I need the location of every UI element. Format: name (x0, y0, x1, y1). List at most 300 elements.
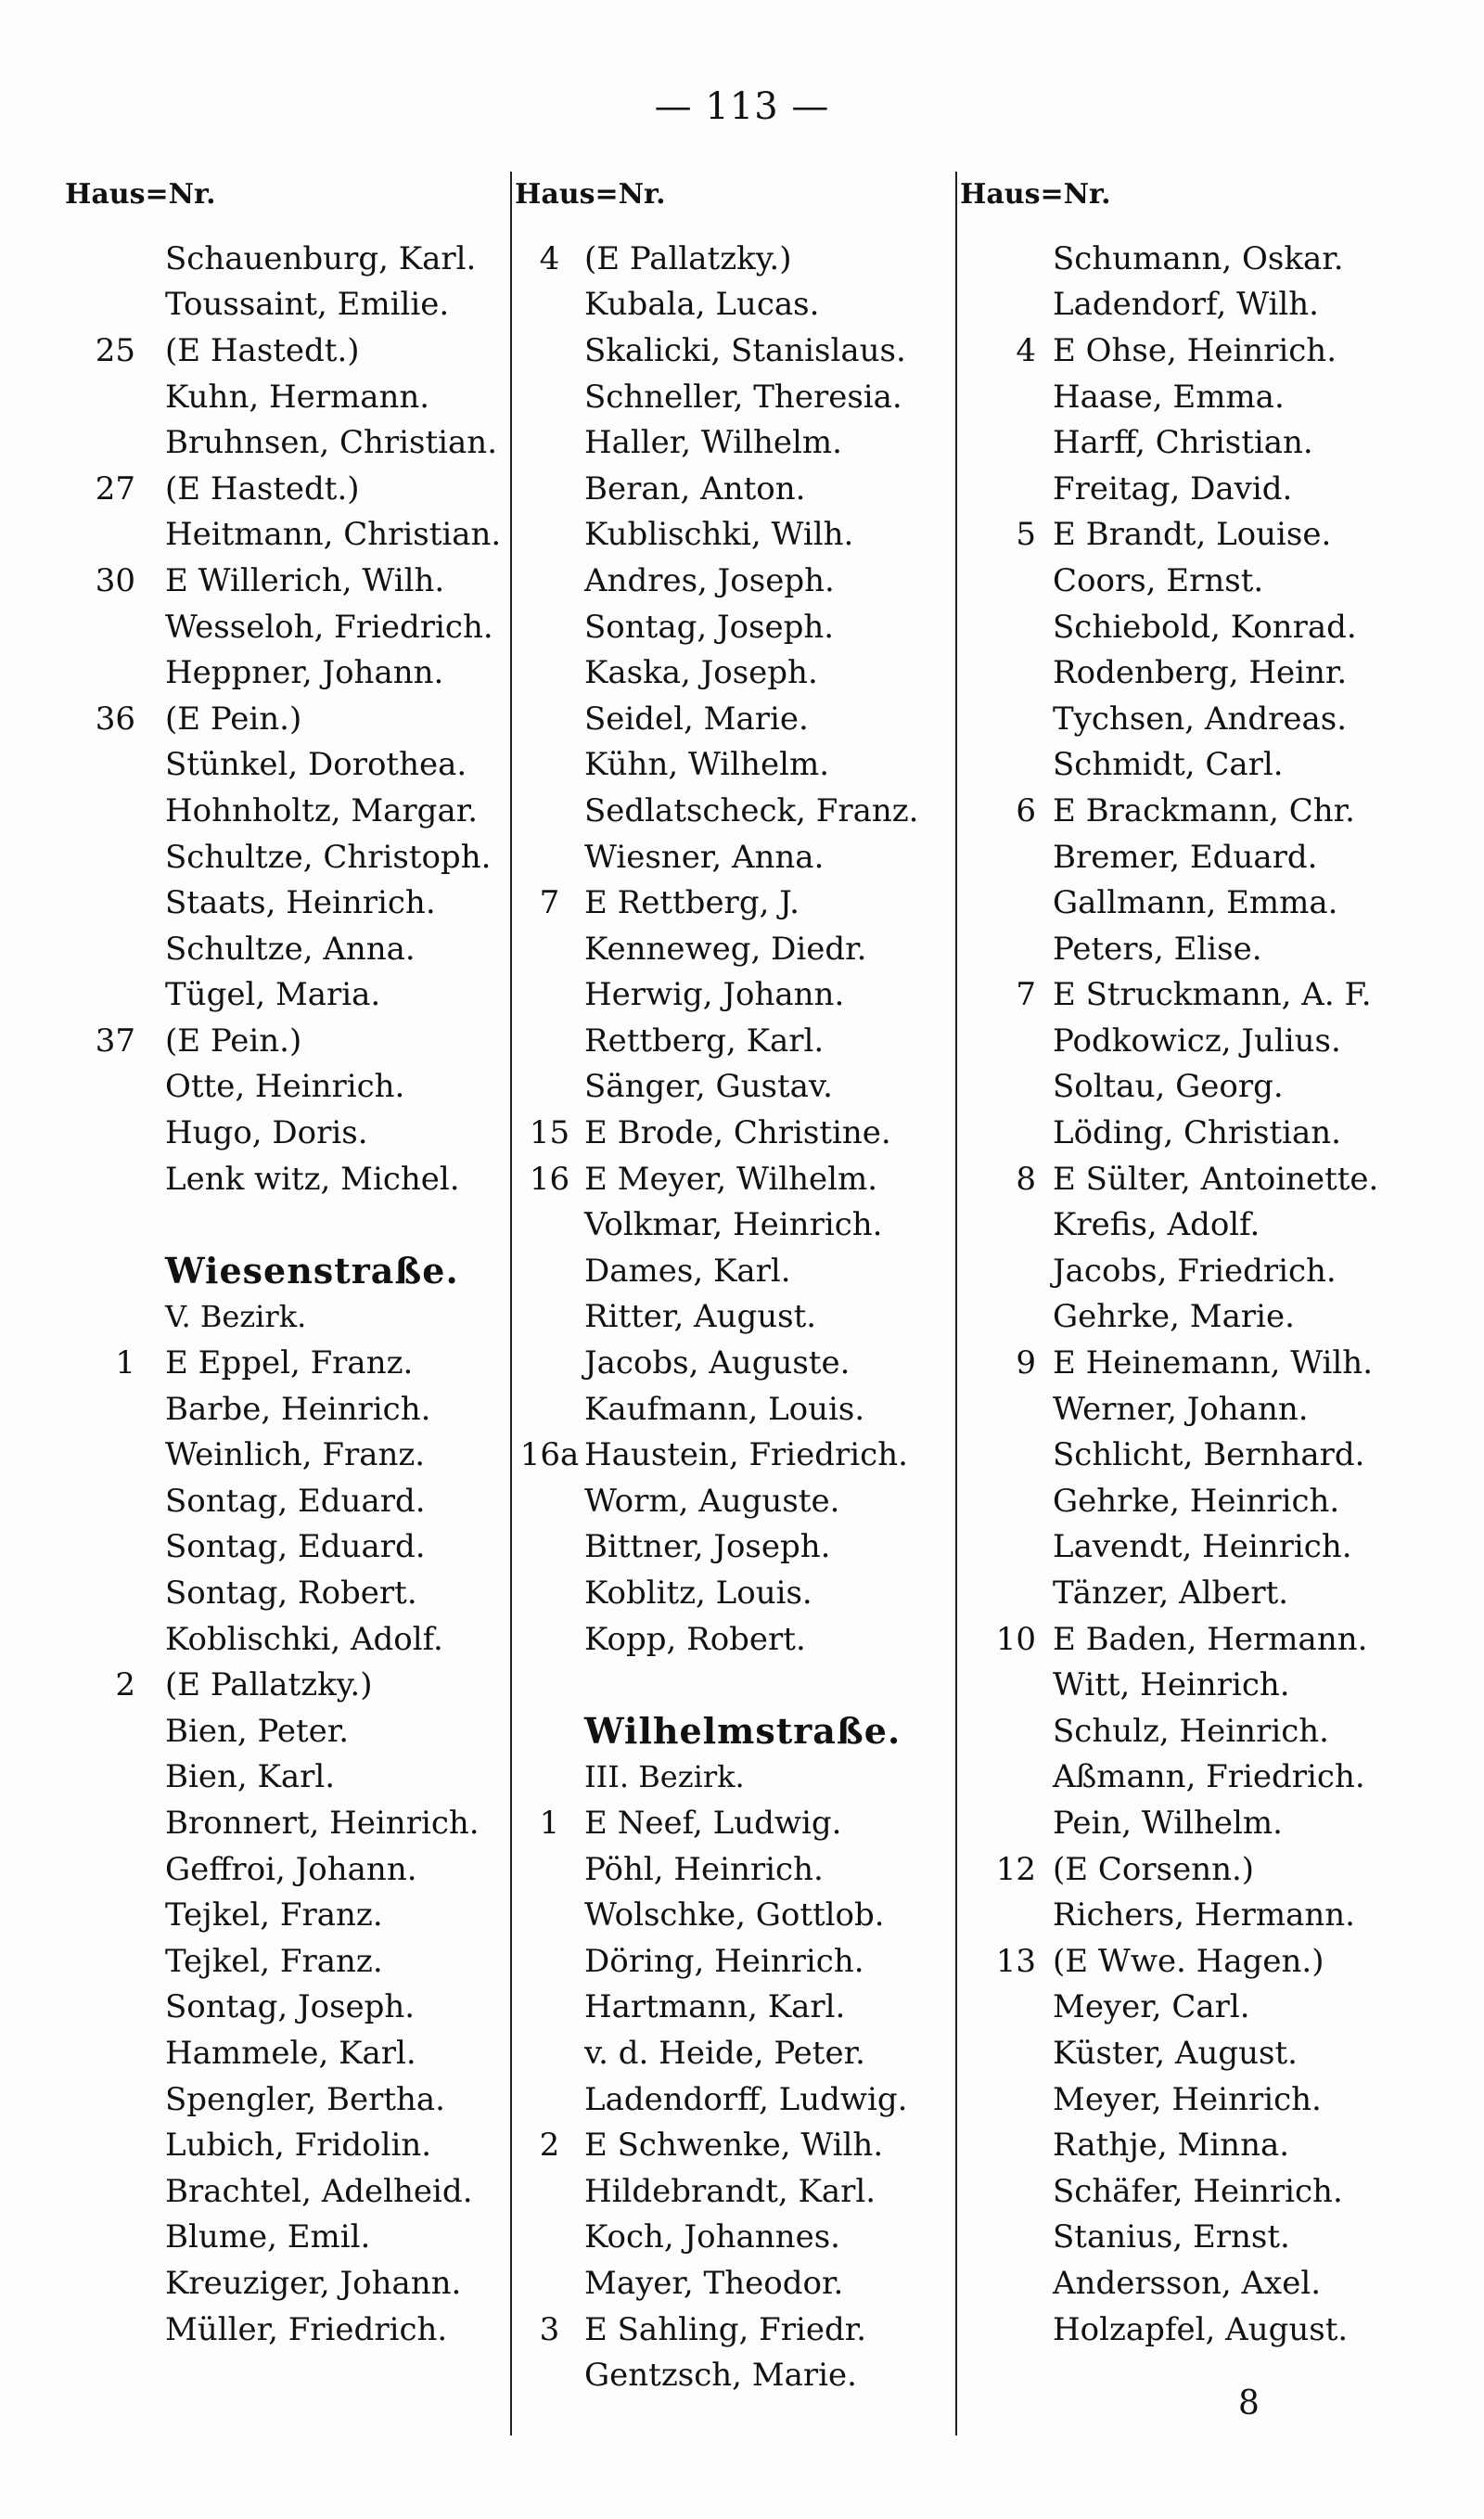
resident-entry (515, 2122, 969, 2168)
resident-entry (960, 880, 1442, 926)
entry-text: Rathje, Minna. (1053, 2127, 1290, 2165)
entry-text: Hammele, Karl. (165, 2034, 416, 2072)
resident-entry (515, 1524, 969, 1571)
entry-text: Sedlatscheck, Franz. (584, 791, 919, 829)
entry-text: Schmidt, Carl. (1053, 746, 1284, 784)
entry-text: Hohnholtz, Margar. (165, 791, 479, 829)
column-header: Haus=Nr. (515, 178, 666, 211)
resident-entry (960, 466, 1442, 512)
resident-entry (515, 1432, 969, 1478)
resident-entry (960, 972, 1442, 1019)
resident-entry (65, 1478, 519, 1524)
resident-entry (960, 1110, 1442, 1156)
resident-entry (65, 834, 519, 880)
resident-entry (515, 834, 969, 880)
spacer (65, 1202, 519, 1248)
resident-entry (65, 926, 519, 972)
resident-entry (960, 1985, 1442, 2031)
entry-text: Kubala, Lucas. (584, 286, 820, 324)
resident-entry (960, 1938, 1442, 1985)
entry-text: Sontag, Eduard. (165, 1528, 426, 1566)
resident-entry (65, 1156, 519, 1202)
entry-text: Schiebold, Konrad. (1053, 608, 1357, 646)
entry-text: Pöhl, Heinrich. (584, 1850, 824, 1888)
resident-entry (65, 374, 519, 420)
entry-text: Wiesner, Anna. (584, 838, 825, 876)
entry-text: Kuhn, Hermann. (165, 378, 430, 416)
resident-entry (515, 926, 969, 972)
entry-text: E Eppel, Franz. (165, 1344, 414, 1382)
entry-text: Meyer, Heinrich. (1053, 2080, 1322, 2118)
entry-text: Spengler, Bertha. (165, 2080, 445, 2118)
resident-entry (65, 2168, 519, 2215)
resident-entry (960, 926, 1442, 972)
resident-entry (515, 1294, 969, 1341)
directory-column-3 (960, 176, 1442, 2352)
resident-entry (960, 604, 1442, 650)
directory-column-2 (515, 176, 969, 2398)
resident-entry (65, 1570, 519, 1616)
house-number: 13 (995, 1942, 1036, 1980)
page-number: — 113 — (654, 85, 830, 128)
entry-text: Wilhelmstraße. (584, 1709, 902, 1752)
resident-entry (65, 972, 519, 1019)
resident-entry (960, 1386, 1442, 1433)
entry-text: Kopp, Robert. (584, 1620, 806, 1658)
entry-text: Freitag, David. (1053, 469, 1293, 508)
resident-entry (960, 328, 1442, 374)
house-number: 30 (95, 561, 135, 599)
resident-entry (960, 1616, 1442, 1663)
entry-text: Heppner, Johann. (165, 654, 444, 692)
entry-text: Rodenberg, Heinr. (1053, 654, 1348, 692)
resident-entry (515, 880, 969, 926)
resident-entry (960, 419, 1442, 466)
entry-text: Hartmann, Karl. (584, 1988, 846, 2026)
resident-entry (65, 282, 519, 328)
resident-entry (960, 1892, 1442, 1938)
resident-entry (960, 1708, 1442, 1754)
entry-text: Heitmann, Christian. (165, 516, 502, 554)
entry-text: E Rettberg, J. (584, 884, 800, 922)
entry-text: Harff, Christian. (1053, 424, 1313, 462)
entry-text: Rettberg, Karl. (584, 1022, 825, 1060)
entry-text: Koblischki, Adolf. (165, 1620, 443, 1658)
entry-text: Kreuziger, Johann. (165, 2264, 462, 2302)
resident-entry (65, 788, 519, 834)
resident-entry (65, 1985, 519, 2031)
entry-text: Brachtel, Adelheid. (165, 2172, 473, 2210)
resident-entry (65, 2215, 519, 2261)
resident-entry (515, 742, 969, 789)
resident-entry (960, 2307, 1442, 2353)
entry-text: E Meyer, Wilhelm. (584, 1160, 878, 1198)
resident-entry (515, 1892, 969, 1938)
resident-entry (65, 604, 519, 650)
entry-list (960, 236, 1442, 2352)
house-number: 15 (529, 1114, 570, 1152)
entry-text: Gehrke, Marie. (1053, 1298, 1295, 1336)
entry-text: Gallmann, Emma. (1053, 884, 1338, 922)
entry-text: Tügel, Maria. (165, 976, 381, 1014)
resident-entry (515, 2076, 969, 2123)
entry-text: Hildebrandt, Karl. (584, 2172, 876, 2210)
entry-text: E Struckmann, A. F. (1053, 976, 1372, 1014)
entry-text: Schauenburg, Karl. (165, 239, 477, 277)
resident-entry (515, 236, 969, 282)
resident-entry (960, 649, 1442, 696)
house-number: 4 (1016, 331, 1036, 369)
entry-text: Kublischki, Wilh. (584, 516, 854, 554)
resident-entry (515, 2307, 969, 2353)
house-number: 10 (995, 1620, 1036, 1658)
resident-entry (515, 1846, 969, 1893)
entry-text: E Sülter, Antoinette. (1053, 1160, 1379, 1198)
resident-entry (65, 1938, 519, 1985)
entry-text: Wolschke, Gottlob. (584, 1896, 885, 1934)
entry-text: Otte, Heinrich. (165, 1068, 405, 1106)
entry-text: Stanius, Ernst. (1053, 2218, 1290, 2256)
entry-text: Gentzsch, Marie. (584, 2357, 857, 2395)
resident-entry (65, 2260, 519, 2307)
entry-text: Schultze, Christoph. (165, 838, 492, 876)
entry-text: Richers, Hermann. (1053, 1896, 1355, 1934)
entry-text: Aßmann, Friedrich. (1053, 1758, 1365, 1796)
entry-text: Kaufmann, Louis. (584, 1390, 865, 1428)
entry-text: Gehrke, Heinrich. (1053, 1482, 1340, 1520)
street-heading (65, 1248, 519, 1294)
entry-text: Volkmar, Heinrich. (584, 1206, 883, 1244)
entry-text: E Neef, Ludwig. (584, 1804, 842, 1842)
entry-text: Toussaint, Emilie. (165, 286, 450, 324)
resident-entry (65, 2030, 519, 2076)
house-number: 9 (1016, 1344, 1036, 1382)
entry-text: Haustein, Friedrich. (584, 1436, 908, 1474)
resident-entry (960, 236, 1442, 282)
entry-text: Schlicht, Bernhard. (1053, 1436, 1365, 1474)
resident-entry (960, 512, 1442, 559)
resident-entry (65, 1432, 519, 1478)
entry-text: Worm, Auguste. (584, 1482, 840, 1520)
resident-entry (960, 834, 1442, 880)
entry-text: Bronnert, Heinrich. (165, 1804, 480, 1842)
entry-text: Löding, Christian. (1053, 1114, 1341, 1152)
entry-text: Lenk witz, Michel. (165, 1160, 460, 1198)
resident-entry (960, 1064, 1442, 1111)
resident-entry (515, 466, 969, 512)
resident-entry (960, 2168, 1442, 2215)
house-number: 8 (1016, 1160, 1036, 1198)
directory-column-1 (65, 176, 519, 2352)
resident-entry (515, 972, 969, 1019)
resident-entry (515, 1156, 969, 1202)
resident-entry (65, 649, 519, 696)
resident-entry (515, 374, 969, 420)
entry-text: Stünkel, Dorothea. (165, 746, 467, 784)
entry-text: V. Bezirk. (165, 1299, 307, 1335)
resident-entry (65, 1616, 519, 1663)
entry-text: Bruhnsen, Christian. (165, 424, 498, 462)
house-number: 16 (529, 1160, 570, 1198)
entry-text: Kaska, Joseph. (584, 654, 818, 692)
entry-text: Barbe, Heinrich. (165, 1390, 431, 1428)
resident-entry (65, 742, 519, 789)
house-number: 27 (95, 469, 135, 508)
entry-text: Haase, Emma. (1053, 378, 1285, 416)
column-header: Haus=Nr. (65, 178, 216, 211)
entry-text: (E Pein.) (165, 1022, 302, 1060)
entry-text: v. d. Heide, Peter. (584, 2034, 865, 2072)
entry-text: Tänzer, Albert. (1053, 1574, 1289, 1613)
house-number: 6 (1016, 791, 1036, 829)
resident-entry (515, 419, 969, 466)
entry-text: Weinlich, Franz. (165, 1436, 426, 1474)
resident-entry (515, 788, 969, 834)
entry-text: Sontag, Joseph. (584, 608, 835, 646)
resident-entry (515, 2030, 969, 2076)
entry-text: Döring, Heinrich. (584, 1942, 864, 1980)
resident-entry (960, 1800, 1442, 1846)
resident-entry (960, 2260, 1442, 2307)
entry-text: Coors, Ernst. (1053, 561, 1264, 599)
resident-entry (515, 1616, 969, 1663)
resident-entry (515, 2168, 969, 2215)
resident-entry (960, 2076, 1442, 2123)
entry-text: Lavendt, Heinrich. (1053, 1528, 1352, 1566)
entry-text: Kühn, Wilhelm. (584, 746, 829, 784)
resident-entry (515, 1478, 969, 1524)
entry-text: Meyer, Carl. (1053, 1988, 1250, 2026)
entry-text: Bittner, Joseph. (584, 1528, 831, 1566)
resident-entry (515, 1064, 969, 1111)
entry-text: Seidel, Marie. (584, 700, 809, 738)
entry-text: Schneller, Theresia. (584, 378, 902, 416)
entry-text: Schulz, Heinrich. (1053, 1712, 1329, 1750)
resident-entry (65, 2076, 519, 2123)
resident-entry (960, 1846, 1442, 1893)
entry-text: Andres, Joseph. (584, 561, 835, 599)
entry-text: Skalicki, Stanislaus. (584, 331, 906, 369)
resident-entry (65, 512, 519, 559)
resident-entry (65, 1662, 519, 1708)
resident-entry (515, 328, 969, 374)
resident-entry (960, 2122, 1442, 2168)
resident-entry (515, 1110, 969, 1156)
house-number: 12 (995, 1850, 1036, 1888)
resident-entry (960, 1478, 1442, 1524)
entry-text: Haller, Wilhelm. (584, 424, 842, 462)
resident-entry (515, 1386, 969, 1433)
entry-text: E Sahling, Friedr. (584, 2310, 867, 2348)
house-number: 16a (519, 1436, 580, 1474)
entry-text: (E Hastedt.) (165, 331, 360, 369)
entry-text: Beran, Anton. (584, 469, 806, 508)
resident-entry (515, 282, 969, 328)
house-number: 1 (115, 1344, 135, 1382)
district-label (515, 1754, 969, 1801)
entry-text: Krefis, Adolf. (1053, 1206, 1260, 1244)
entry-text: Sontag, Robert. (165, 1574, 417, 1613)
resident-entry (515, 1018, 969, 1064)
house-number: 3 (539, 2310, 560, 2348)
entry-text: Holzapfel, August. (1053, 2310, 1349, 2348)
house-number: 4 (539, 239, 560, 277)
resident-entry (515, 2260, 969, 2307)
resident-entry (960, 1294, 1442, 1341)
entry-text: Mayer, Theodor. (584, 2264, 844, 2302)
entry-text: (E Pallatzky.) (584, 239, 792, 277)
house-number: 2 (539, 2127, 560, 2165)
resident-entry (960, 696, 1442, 742)
entry-text: Witt, Heinrich. (1053, 1666, 1290, 1704)
entry-text: Jacobs, Friedrich. (1053, 1252, 1337, 1290)
entry-text: E Baden, Hermann. (1053, 1620, 1368, 1658)
signature-mark: 8 (1238, 2384, 1260, 2423)
house-number: 1 (539, 1804, 560, 1842)
entry-text: Ladendorff, Ludwig. (584, 2080, 908, 2118)
entry-text: Blume, Emil. (165, 2218, 371, 2256)
resident-entry (65, 558, 519, 604)
resident-entry (65, 1524, 519, 1571)
resident-entry (515, 1248, 969, 1294)
house-number: 37 (95, 1022, 135, 1060)
resident-entry (515, 1938, 969, 1985)
resident-entry (960, 1156, 1442, 1202)
entry-text: (E Corsenn.) (1053, 1850, 1255, 1888)
entry-text: Dames, Karl. (584, 1252, 791, 1290)
resident-entry (65, 1708, 519, 1754)
resident-entry (515, 558, 969, 604)
resident-entry (960, 1754, 1442, 1801)
resident-entry (65, 466, 519, 512)
entry-text: Koblitz, Louis. (584, 1574, 812, 1613)
resident-entry (65, 1386, 519, 1433)
entry-text: E Brode, Christine. (584, 1114, 891, 1152)
entry-text: Hugo, Doris. (165, 1114, 368, 1152)
resident-entry (65, 2122, 519, 2168)
resident-entry (515, 604, 969, 650)
entry-list (65, 236, 519, 2352)
resident-entry (515, 1340, 969, 1386)
entry-text: Müller, Friedrich. (165, 2310, 448, 2348)
entry-text: Soltau, Georg. (1053, 1068, 1284, 1106)
resident-entry (960, 2215, 1442, 2261)
resident-entry (515, 649, 969, 696)
entry-list (515, 236, 969, 2398)
house-number: 36 (95, 700, 135, 738)
resident-entry (515, 2352, 969, 2398)
entry-text: Geffroi, Johann. (165, 1850, 417, 1888)
entry-text: (E Wwe. Hagen.) (1053, 1942, 1324, 1980)
resident-entry (960, 1524, 1442, 1571)
entry-text: Werner, Johann. (1053, 1390, 1309, 1428)
resident-entry (65, 1110, 519, 1156)
resident-entry (515, 696, 969, 742)
entry-text: E Brackmann, Chr. (1053, 791, 1355, 829)
entry-text: Bien, Karl. (165, 1758, 336, 1796)
resident-entry (960, 1340, 1442, 1386)
entry-text: Sontag, Eduard. (165, 1482, 426, 1520)
resident-entry (65, 1892, 519, 1938)
resident-entry (65, 2307, 519, 2353)
entry-text: Andersson, Axel. (1053, 2264, 1321, 2302)
entry-text: Herwig, Johann. (584, 976, 845, 1014)
house-number: 25 (95, 331, 135, 369)
resident-entry (960, 742, 1442, 789)
resident-entry (960, 1202, 1442, 1248)
entry-text: E Brandt, Louise. (1053, 516, 1332, 554)
entry-text: Ritter, August. (584, 1298, 817, 1336)
resident-entry (960, 1248, 1442, 1294)
entry-text: Wiesenstraße. (165, 1249, 459, 1292)
resident-entry (65, 1064, 519, 1111)
entry-text: Schumann, Oskar. (1053, 239, 1344, 277)
entry-text: Sänger, Gustav. (584, 1068, 833, 1106)
entry-text: Tejkel, Franz. (165, 1942, 383, 1980)
entry-text: Bremer, Eduard. (1053, 838, 1318, 876)
resident-entry (515, 1202, 969, 1248)
entry-text: Kenneweg, Diedr. (584, 930, 867, 968)
entry-text: E Willerich, Wilh. (165, 561, 445, 599)
resident-entry (515, 512, 969, 559)
entry-text: Pein, Wilhelm. (1053, 1804, 1283, 1842)
resident-entry (65, 1018, 519, 1064)
resident-entry (65, 1846, 519, 1893)
resident-entry (960, 558, 1442, 604)
entry-text: Tejkel, Franz. (165, 1896, 383, 1934)
entry-text: (E Pein.) (165, 700, 302, 738)
resident-entry (515, 1985, 969, 2031)
resident-entry (960, 374, 1442, 420)
entry-text: Schultze, Anna. (165, 930, 416, 968)
entry-text: (E Pallatzky.) (165, 1666, 373, 1704)
resident-entry (960, 1570, 1442, 1616)
entry-text: Tychsen, Andreas. (1053, 700, 1348, 738)
resident-entry (65, 419, 519, 466)
entry-text: III. Bezirk. (584, 1759, 745, 1795)
entry-text: E Schwenke, Wilh. (584, 2127, 884, 2165)
entry-text: Ladendorf, Wilh. (1053, 286, 1319, 324)
house-number: 2 (115, 1666, 135, 1704)
resident-entry (65, 1800, 519, 1846)
resident-entry (960, 2030, 1442, 2076)
district-label (65, 1294, 519, 1341)
entry-text: Peters, Elise. (1053, 930, 1262, 968)
resident-entry (65, 236, 519, 282)
entry-text: Wesseloh, Friedrich. (165, 608, 493, 646)
entry-text: (E Hastedt.) (165, 469, 360, 508)
resident-entry (960, 788, 1442, 834)
entry-text: E Heinemann, Wilh. (1053, 1344, 1374, 1382)
resident-entry (515, 2215, 969, 2261)
entry-text: Sontag, Joseph. (165, 1988, 416, 2026)
entry-text: Schäfer, Heinrich. (1053, 2172, 1343, 2210)
resident-entry (65, 696, 519, 742)
resident-entry (65, 328, 519, 374)
resident-entry (65, 1754, 519, 1801)
resident-entry (65, 880, 519, 926)
resident-entry (960, 1662, 1442, 1708)
resident-entry (960, 1018, 1442, 1064)
resident-entry (515, 1570, 969, 1616)
resident-entry (960, 1432, 1442, 1478)
resident-entry (960, 282, 1442, 328)
house-number: 7 (1016, 976, 1036, 1014)
entry-text: Podkowicz, Julius. (1053, 1022, 1341, 1060)
entry-text: Koch, Johannes. (584, 2218, 840, 2256)
column-header: Haus=Nr. (960, 178, 1111, 211)
entry-text: Bien, Peter. (165, 1712, 350, 1750)
